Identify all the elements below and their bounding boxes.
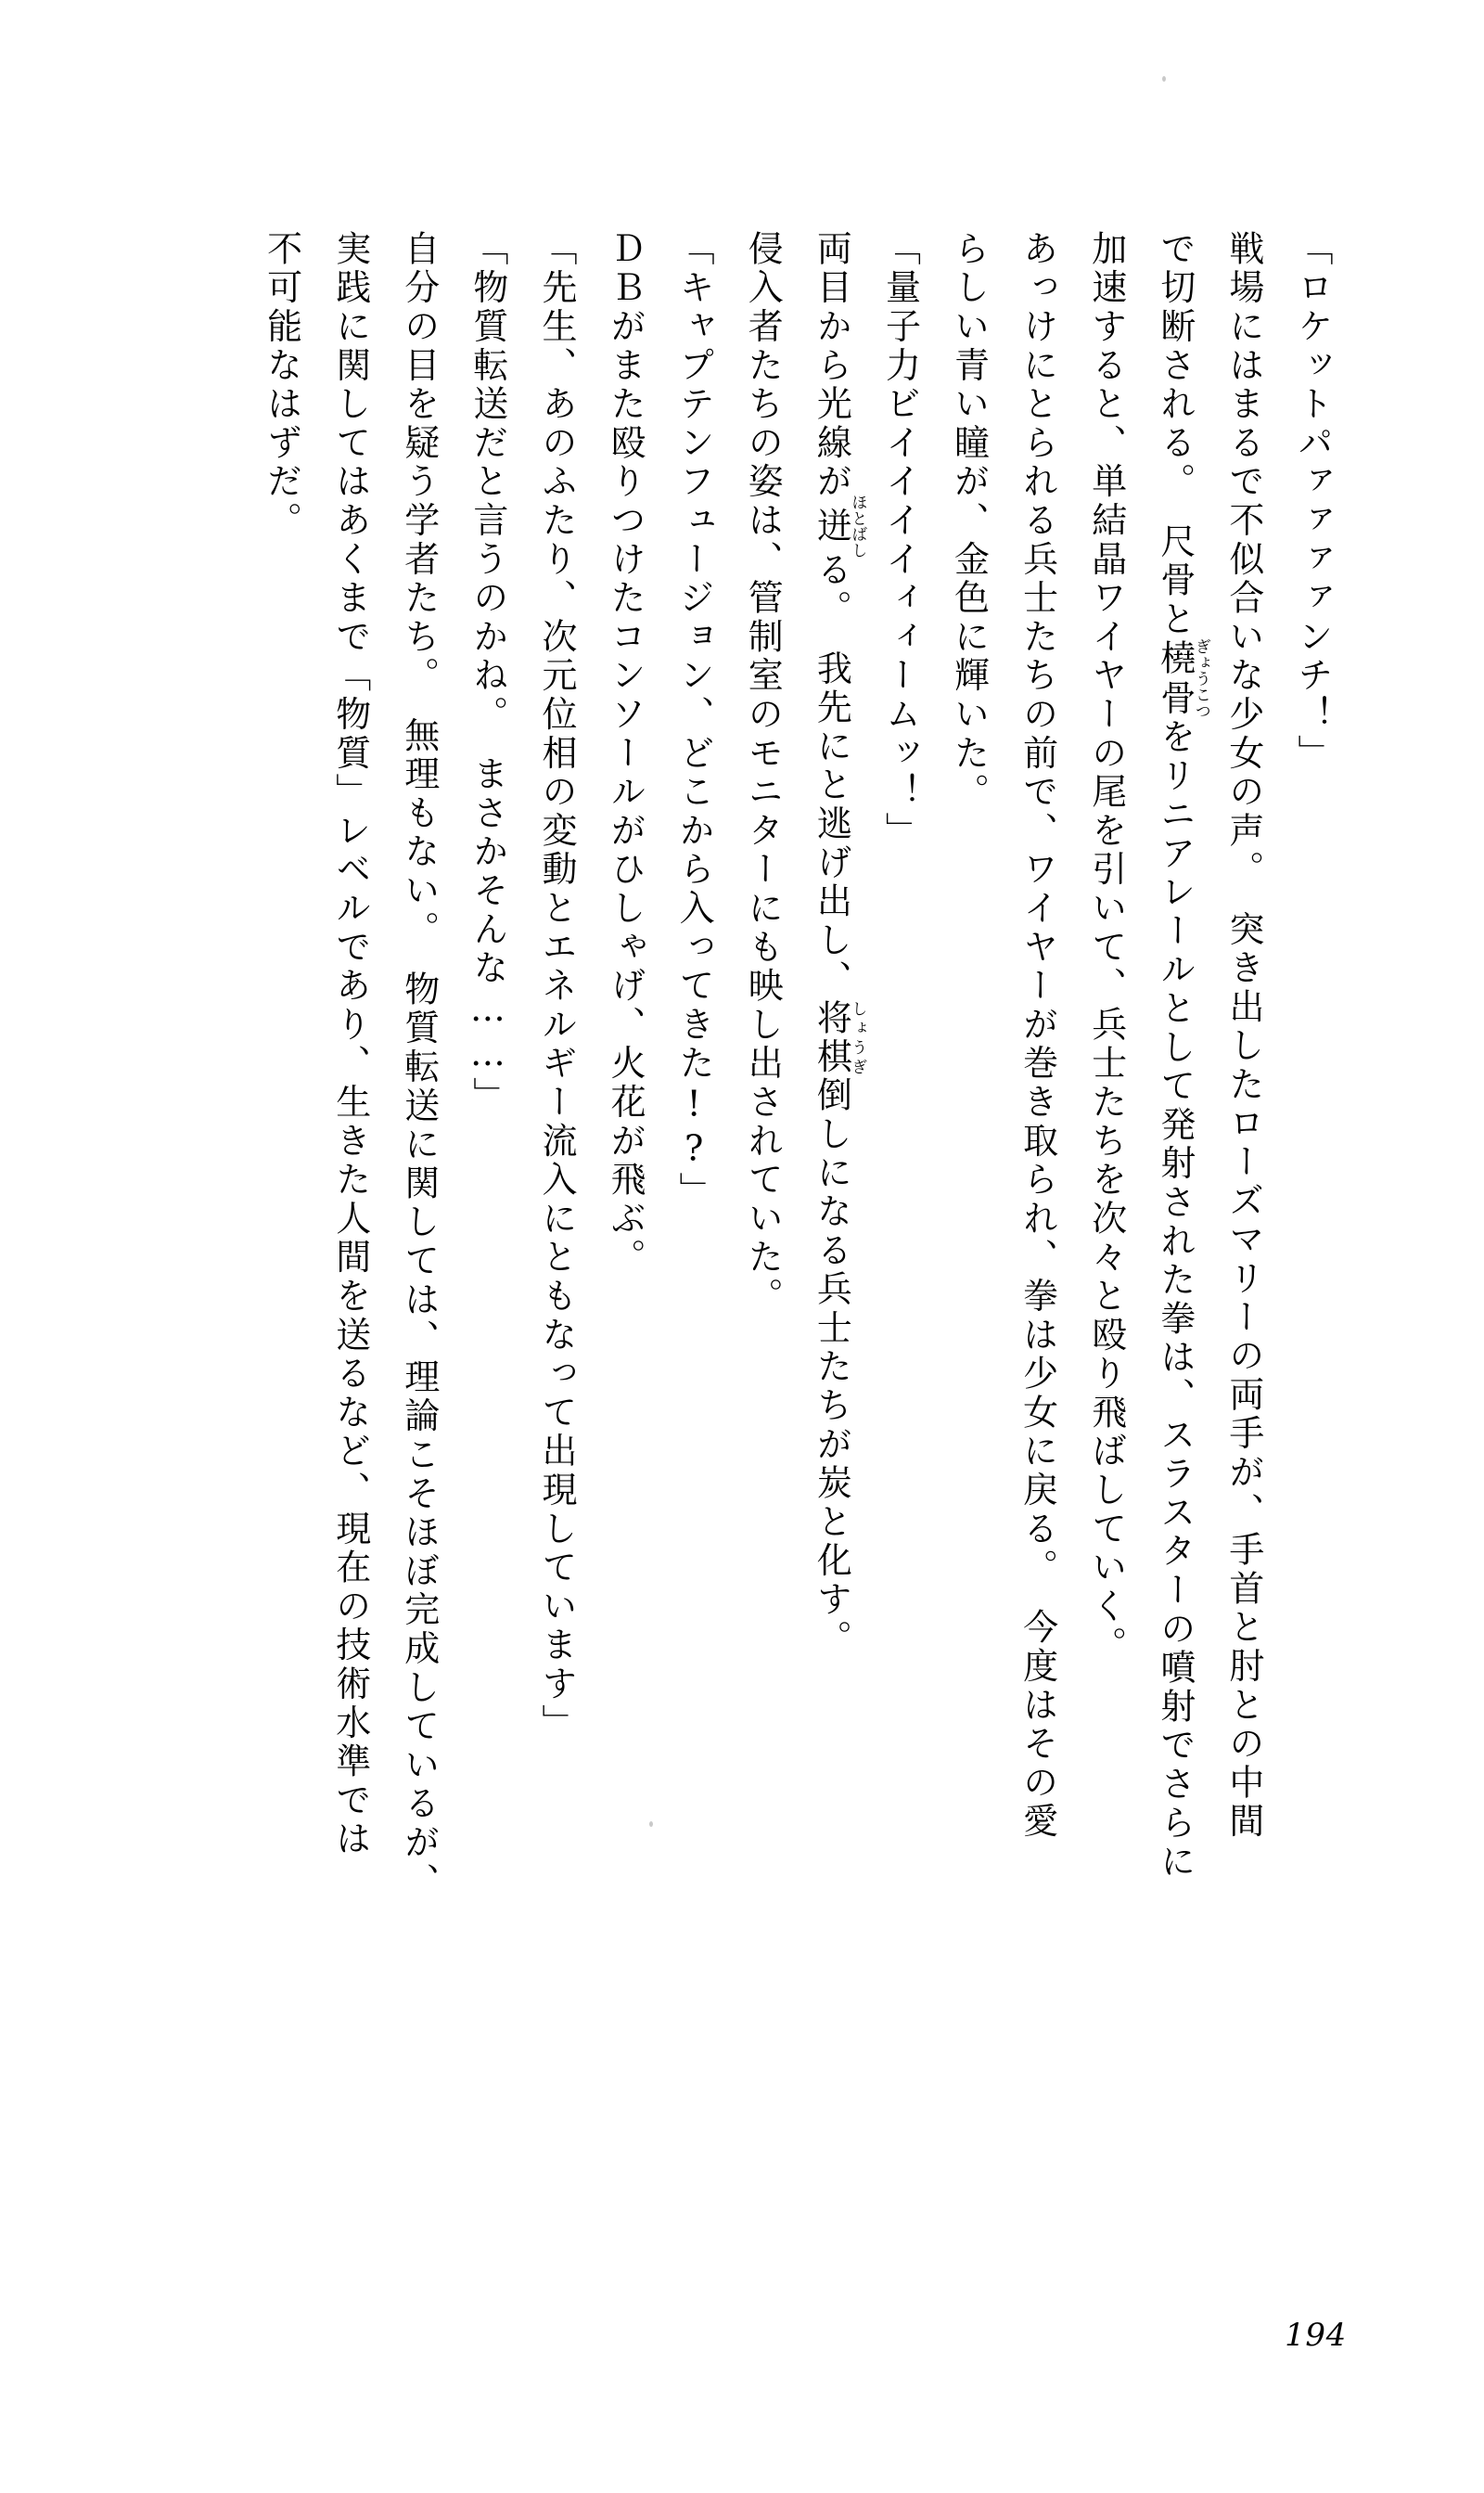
text-line: 「キャプテンフュージョン、どこから入ってきた!?」 [673,230,715,1211]
ruby-group: 迸ほとばし [811,494,867,559]
page-speck [1162,76,1166,82]
ruby-reading: しょうぎ [848,998,867,1077]
text-line: らしい青い瞳が、金色に輝いた。 [948,230,990,812]
text-line: あっけにとられる兵士たちの前で、ワイヤーが巻き取られ、拳は少女に戻る。 今度はその愛 [1017,230,1058,1842]
vertical-text-body [197,230,1347,2253]
page-number: 194 [1285,2317,1347,2354]
text-line: 「ロケットパァァァァンチ！」 [1292,230,1333,774]
text-line: 「量子力ビイイイイィィームッ！」 [879,230,921,851]
ruby-group: 将棋しょうぎ [811,998,867,1077]
text-line: 侵入者たちの姿は、管制室のモニターにも映し出されていた。 [742,230,784,1317]
text-line-with-ruby: で切断される。 尺骨と橈骨ぎょうこつをリニアレールとして発射された拳は、スラスターの噴射でさらに [1154,230,1210,1882]
text-line: 加速すると、単結晶ワイヤーの尾を引いて、兵士たちを次々と殴り飛ばしていく。 [1085,230,1127,1665]
ruby-reading: ほとばし [848,494,867,559]
text-line: 「先生、あのふたり、次元位相の変動とエネルギー流入にともなって出現しています」 [535,230,577,1743]
ruby-group: 橈骨ぎょうこつ [1154,638,1210,719]
text-line: 戦場にはまるで不似合いな少女の声。 突き出したローズマリーの両手が、手首と肘との中間 [1222,230,1264,1842]
text-line: 不可能なはずだ。 [261,230,302,541]
text-line: 自分の目を疑う学者たち。 無理もない。 物質転送に関しては、理論こそほぼ完成しているが、 [398,230,440,1902]
text-line-with-ruby: 両目から光線が迸ほとばしる。 我先にと逃げ出し、将棋しょうぎ倒しになる兵士たちが炭と化す。 [811,230,867,1659]
ruby-reading: ぎょうこつ [1191,638,1210,719]
text-line: 「物質転送だと言うのかね。 まさかそんな……」 [467,230,508,1116]
text-line: ＤＢがまた殴りつけたコンソールがひしゃげ、火花が飛ぶ。 [605,230,646,1278]
text-line: 実践に関してはあくまで「物質」レベルであり、生きた人間を送るなど、現在の技術水準では [329,230,371,1859]
